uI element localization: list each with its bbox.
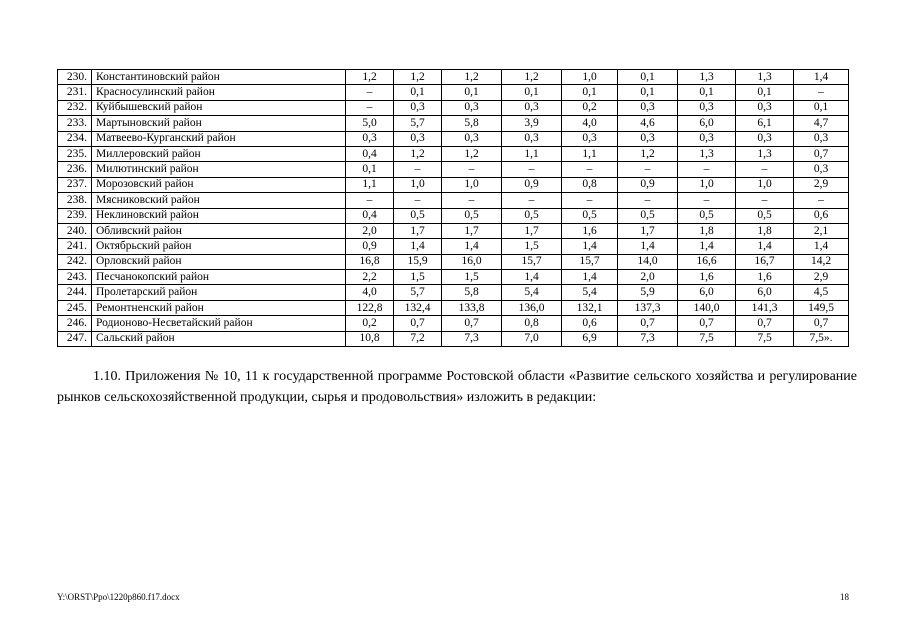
value-cell: 1,0 xyxy=(562,70,618,85)
value-cell: 2,0 xyxy=(346,223,394,238)
value-cell: 122,8 xyxy=(346,300,394,315)
value-cell: 1,2 xyxy=(394,70,442,85)
value-cell: 0,3 xyxy=(736,100,794,115)
value-cell: 2,0 xyxy=(618,270,678,285)
value-cell: 0,1 xyxy=(394,85,442,100)
value-cell: 7,0 xyxy=(502,331,562,346)
value-cell: 0,5 xyxy=(502,208,562,223)
district-name: Пролетарский район xyxy=(92,285,346,300)
value-cell: 140,0 xyxy=(678,300,736,315)
table-row xyxy=(58,193,849,208)
value-cell: – xyxy=(394,162,442,177)
value-cell: 0,3 xyxy=(794,131,849,146)
value-cell: 1,8 xyxy=(736,223,794,238)
value-cell: – xyxy=(394,193,442,208)
value-cell: 0,1 xyxy=(562,85,618,100)
value-cell: 10,8 xyxy=(346,331,394,346)
row-number: 245. xyxy=(58,300,92,315)
table-row xyxy=(58,254,849,269)
value-cell: 133,8 xyxy=(442,300,502,315)
value-cell: 0,7 xyxy=(736,316,794,331)
row-number: 246. xyxy=(58,316,92,331)
table-row xyxy=(58,300,849,315)
value-cell: 136,0 xyxy=(502,300,562,315)
row-number: 237. xyxy=(58,177,92,192)
row-number: 240. xyxy=(58,223,92,238)
value-cell: 0,1 xyxy=(442,85,502,100)
value-cell: 14,0 xyxy=(618,254,678,269)
value-cell: 14,2 xyxy=(794,254,849,269)
value-cell: 0,7 xyxy=(678,316,736,331)
value-cell: 0,7 xyxy=(394,316,442,331)
value-cell: 0,5 xyxy=(736,208,794,223)
value-cell: 2,9 xyxy=(794,177,849,192)
value-cell: 7,3 xyxy=(442,331,502,346)
value-cell: 16,0 xyxy=(442,254,502,269)
value-cell: 1,2 xyxy=(442,146,502,161)
value-cell: 16,7 xyxy=(736,254,794,269)
district-name: Сальский район xyxy=(92,331,346,346)
value-cell: – xyxy=(736,193,794,208)
table-row xyxy=(58,146,849,161)
value-cell: – xyxy=(562,162,618,177)
value-cell: 1,4 xyxy=(394,239,442,254)
district-name: Песчанокопский район xyxy=(92,270,346,285)
value-cell: 0,3 xyxy=(442,131,502,146)
table-row xyxy=(58,223,849,238)
value-cell: 1,5 xyxy=(502,239,562,254)
value-cell: 0,7 xyxy=(794,146,849,161)
value-cell: 2,9 xyxy=(794,270,849,285)
table-row xyxy=(58,131,849,146)
district-name: Ремонтненский район xyxy=(92,300,346,315)
value-cell: – xyxy=(502,162,562,177)
value-cell: – xyxy=(678,193,736,208)
value-cell: 0,5 xyxy=(678,208,736,223)
value-cell: 1,2 xyxy=(502,70,562,85)
value-cell: 1,8 xyxy=(678,223,736,238)
value-cell: – xyxy=(562,193,618,208)
value-cell: 5,0 xyxy=(346,116,394,131)
row-number: 241. xyxy=(58,239,92,254)
district-name: Милютинский район xyxy=(92,162,346,177)
value-cell: 0,3 xyxy=(794,162,849,177)
value-cell: 0,3 xyxy=(442,100,502,115)
value-cell: 1,4 xyxy=(678,239,736,254)
value-cell: 1,4 xyxy=(562,270,618,285)
value-cell: – xyxy=(442,162,502,177)
value-cell: 4,6 xyxy=(618,116,678,131)
value-cell: 0,2 xyxy=(346,316,394,331)
table-row xyxy=(58,100,849,115)
value-cell: – xyxy=(346,85,394,100)
row-number: 231. xyxy=(58,85,92,100)
value-cell: 7,3 xyxy=(618,331,678,346)
value-cell: 0,9 xyxy=(618,177,678,192)
value-cell: 0,7 xyxy=(618,316,678,331)
value-cell: 149,5 xyxy=(794,300,849,315)
value-cell: 0,3 xyxy=(502,131,562,146)
value-cell: 4,5 xyxy=(794,285,849,300)
value-cell: 0,6 xyxy=(562,316,618,331)
value-cell: 1,0 xyxy=(678,177,736,192)
value-cell: 0,4 xyxy=(346,208,394,223)
footer-page-number: 18 xyxy=(840,592,849,602)
table-row xyxy=(58,177,849,192)
row-number: 247. xyxy=(58,331,92,346)
value-cell: 141,3 xyxy=(736,300,794,315)
row-number: 234. xyxy=(58,131,92,146)
value-cell: 1,6 xyxy=(678,270,736,285)
value-cell: 1,5 xyxy=(442,270,502,285)
value-cell: 0,7 xyxy=(794,316,849,331)
value-cell: 1,3 xyxy=(736,70,794,85)
table-row xyxy=(58,270,849,285)
value-cell: 1,2 xyxy=(618,146,678,161)
value-cell: 6,1 xyxy=(736,116,794,131)
row-number: 242. xyxy=(58,254,92,269)
row-number: 239. xyxy=(58,208,92,223)
value-cell: 6,0 xyxy=(736,285,794,300)
district-name: Неклиновский район xyxy=(92,208,346,223)
value-cell: 1,4 xyxy=(442,239,502,254)
value-cell: 0,3 xyxy=(678,131,736,146)
value-cell: 16,6 xyxy=(678,254,736,269)
value-cell: 0,3 xyxy=(562,131,618,146)
district-name: Куйбышевский район xyxy=(92,100,346,115)
district-name: Миллеровский район xyxy=(92,146,346,161)
value-cell: – xyxy=(736,162,794,177)
value-cell: – xyxy=(346,100,394,115)
district-name: Октябрьский район xyxy=(92,239,346,254)
value-cell: 1,4 xyxy=(562,239,618,254)
value-cell: 0,1 xyxy=(618,85,678,100)
value-cell: 0,1 xyxy=(678,85,736,100)
value-cell: 1,2 xyxy=(346,70,394,85)
value-cell: 1,7 xyxy=(442,223,502,238)
row-number: 232. xyxy=(58,100,92,115)
value-cell: 0,3 xyxy=(346,131,394,146)
table-row xyxy=(58,331,849,346)
value-cell: 7,5». xyxy=(794,331,849,346)
value-cell: 5,4 xyxy=(562,285,618,300)
value-cell: 1,4 xyxy=(736,239,794,254)
value-cell: 1,3 xyxy=(678,70,736,85)
value-cell: 1,7 xyxy=(502,223,562,238)
value-cell: 0,8 xyxy=(562,177,618,192)
district-name: Константиновский район xyxy=(92,70,346,85)
value-cell: – xyxy=(502,193,562,208)
value-cell: 0,2 xyxy=(562,100,618,115)
value-cell: 1,4 xyxy=(794,239,849,254)
district-name: Красносулинский район xyxy=(92,85,346,100)
value-cell: 1,1 xyxy=(502,146,562,161)
value-cell: 1,0 xyxy=(394,177,442,192)
table-row xyxy=(58,285,849,300)
value-cell: 1,4 xyxy=(618,239,678,254)
district-name: Родионово-Несветайский район xyxy=(92,316,346,331)
value-cell: 5,8 xyxy=(442,116,502,131)
value-cell: 1,1 xyxy=(562,146,618,161)
value-cell: 0,1 xyxy=(618,70,678,85)
value-cell: 1,2 xyxy=(442,70,502,85)
table-row xyxy=(58,116,849,131)
value-cell: 1,0 xyxy=(442,177,502,192)
table-row xyxy=(58,239,849,254)
value-cell: 15,7 xyxy=(562,254,618,269)
value-cell: 0,3 xyxy=(618,100,678,115)
value-cell: 1,5 xyxy=(394,270,442,285)
value-cell: 6,9 xyxy=(562,331,618,346)
row-number: 238. xyxy=(58,193,92,208)
value-cell: – xyxy=(794,85,849,100)
value-cell: 5,7 xyxy=(394,285,442,300)
row-number: 244. xyxy=(58,285,92,300)
value-cell: 1,4 xyxy=(502,270,562,285)
body-paragraph: 1.10. Приложения № 10, 11 к государственной программе Ростовской области «Развитие сельского хозяйства и регулирование рынков сельскохозяйственной продукции, сырья и продовольствия» изложить в редакции: xyxy=(57,369,857,405)
row-number: 243. xyxy=(58,270,92,285)
value-cell: 137,3 xyxy=(618,300,678,315)
value-cell: 0,3 xyxy=(502,100,562,115)
value-cell: 0,9 xyxy=(502,177,562,192)
district-name: Орловский район xyxy=(92,254,346,269)
value-cell: – xyxy=(442,193,502,208)
value-cell: 1,6 xyxy=(562,223,618,238)
row-number: 233. xyxy=(58,116,92,131)
value-cell: 1,7 xyxy=(394,223,442,238)
value-cell: 1,7 xyxy=(618,223,678,238)
table-row xyxy=(58,162,849,177)
table-body xyxy=(58,70,849,347)
value-cell: 16,8 xyxy=(346,254,394,269)
value-cell: 15,9 xyxy=(394,254,442,269)
value-cell: 0,1 xyxy=(502,85,562,100)
value-cell: 1,4 xyxy=(794,70,849,85)
value-cell: 7,2 xyxy=(394,331,442,346)
value-cell: 4,0 xyxy=(346,285,394,300)
value-cell: 0,1 xyxy=(736,85,794,100)
row-number: 235. xyxy=(58,146,92,161)
value-cell: 0,9 xyxy=(346,239,394,254)
value-cell: 1,0 xyxy=(736,177,794,192)
value-cell: 7,5 xyxy=(736,331,794,346)
value-cell: 1,1 xyxy=(346,177,394,192)
table-row xyxy=(58,85,849,100)
value-cell: 0,5 xyxy=(618,208,678,223)
footer-file-path: Y:\ORST\Ppo\1220p860.f17.docx xyxy=(57,592,180,602)
value-cell: – xyxy=(678,162,736,177)
value-cell: 5,8 xyxy=(442,285,502,300)
value-cell: 0,3 xyxy=(394,131,442,146)
value-cell: 0,4 xyxy=(346,146,394,161)
value-cell: 0,3 xyxy=(618,131,678,146)
value-cell: – xyxy=(618,162,678,177)
value-cell: 0,5 xyxy=(562,208,618,223)
row-number: 236. xyxy=(58,162,92,177)
value-cell: 0,5 xyxy=(442,208,502,223)
value-cell: 0,1 xyxy=(794,100,849,115)
value-cell: – xyxy=(618,193,678,208)
value-cell: 1,2 xyxy=(394,146,442,161)
value-cell: 2,2 xyxy=(346,270,394,285)
value-cell: 7,5 xyxy=(678,331,736,346)
district-name: Обливский район xyxy=(92,223,346,238)
value-cell: 0,3 xyxy=(394,100,442,115)
table-row xyxy=(58,316,849,331)
value-cell: 5,4 xyxy=(502,285,562,300)
district-name: Мясниковский район xyxy=(92,193,346,208)
row-number: 230. xyxy=(58,70,92,85)
value-cell: 0,7 xyxy=(442,316,502,331)
value-cell: 2,1 xyxy=(794,223,849,238)
value-cell: 5,9 xyxy=(618,285,678,300)
value-cell: 0,3 xyxy=(678,100,736,115)
value-cell: 0,3 xyxy=(736,131,794,146)
value-cell: 1,6 xyxy=(736,270,794,285)
value-cell: 6,0 xyxy=(678,285,736,300)
value-cell: 0,6 xyxy=(794,208,849,223)
table-row xyxy=(58,70,849,85)
value-cell: – xyxy=(794,193,849,208)
district-data-table xyxy=(57,69,849,347)
value-cell: 0,8 xyxy=(502,316,562,331)
table-row xyxy=(58,208,849,223)
value-cell: 0,1 xyxy=(346,162,394,177)
value-cell: – xyxy=(346,193,394,208)
district-name: Морозовский район xyxy=(92,177,346,192)
value-cell: 1,3 xyxy=(678,146,736,161)
value-cell: 5,7 xyxy=(394,116,442,131)
district-name: Матвеево-Курганский район xyxy=(92,131,346,146)
value-cell: 1,3 xyxy=(736,146,794,161)
district-name: Мартыновский район xyxy=(92,116,346,131)
value-cell: 132,4 xyxy=(394,300,442,315)
value-cell: 132,1 xyxy=(562,300,618,315)
value-cell: 15,7 xyxy=(502,254,562,269)
value-cell: 4,0 xyxy=(562,116,618,131)
value-cell: 3,9 xyxy=(502,116,562,131)
value-cell: 6,0 xyxy=(678,116,736,131)
value-cell: 0,5 xyxy=(394,208,442,223)
value-cell: 4,7 xyxy=(794,116,849,131)
